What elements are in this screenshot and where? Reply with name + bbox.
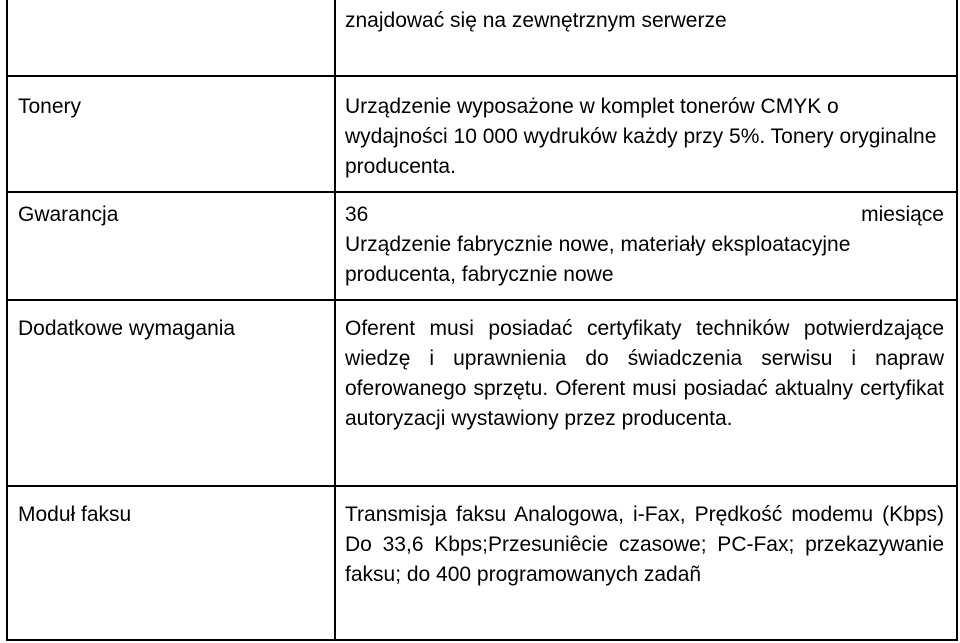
warranty-period-line <box>345 200 944 230</box>
row-value: znajdować się na zewnętrznym serwerze <box>345 9 727 32</box>
warranty-months-number: 36 <box>345 203 369 227</box>
table-row <box>7 486 957 640</box>
label-cell <box>7 76 335 192</box>
table-row <box>7 300 957 486</box>
value-cell <box>335 192 957 300</box>
label-cell <box>7 192 335 300</box>
label-cell <box>7 0 335 76</box>
warranty-details: Urządzenie fabrycznie nowe, materiały eksploatacyjne producenta, fabrycznie nowe <box>345 233 851 287</box>
row-value-tonery: Urządzenie wyposażone w komplet tonerów CMYK o wydajności 10 000 wydruków każdy przy 5%. Tonery oryginalne producenta. <box>345 94 937 178</box>
row-value-dodatkowe-wymagania: Oferent musi posiadać certyfikaty techników potwierdzające wiedzę i uprawnienia do świadczenia serwisu i napraw oferowanego sprzętu. Oferent musi posiadać aktualny certyfikat autoryzacji wystawiony przez producenta. <box>345 317 944 431</box>
specification-table <box>6 0 958 641</box>
label-cell <box>7 300 335 486</box>
value-cell <box>335 300 957 486</box>
row-label-gwarancja: Gwarancja <box>18 203 119 227</box>
row-label-dodatkowe-wymagania: Dodatkowe wymagania <box>18 317 236 341</box>
table-row <box>7 0 957 76</box>
table-row <box>7 76 957 192</box>
row-label-tonery: Tonery <box>18 94 82 118</box>
row-label <box>18 0 326 6</box>
value-cell <box>335 76 957 192</box>
table-row <box>7 192 957 300</box>
value-cell <box>335 0 957 76</box>
row-value-modul-faksu: Transmisja faksu Analogowa, i-Fax, Prędkość modemu (Kbps) Do 33,6 Kbps;Przesuniêcie czasowe; PC-Fax; przekazywanie faksu; do 400 programowanych zadañ <box>345 503 944 587</box>
value-cell <box>335 486 957 640</box>
row-value-gwarancja <box>345 193 944 290</box>
label-cell <box>7 486 335 640</box>
warranty-months-unit: miesiące <box>861 203 944 227</box>
row-label-modul-faksu: Moduł faksu <box>18 503 132 527</box>
